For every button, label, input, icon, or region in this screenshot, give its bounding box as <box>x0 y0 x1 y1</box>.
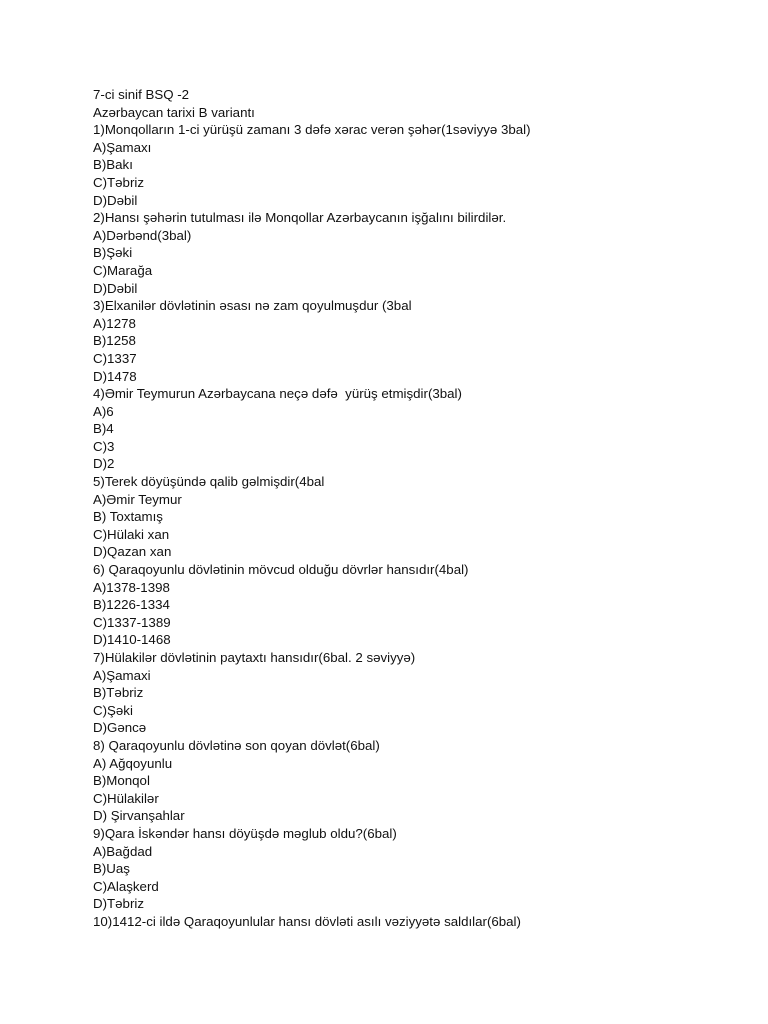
document-line: C)Təbriz <box>93 174 144 190</box>
document-line: 5)Terek döyüşündə qalib gəlmişdir(4bal <box>93 474 325 490</box>
document-line: B)Təbriz <box>93 685 144 701</box>
document-line: B)Uaş <box>93 861 130 877</box>
document-line: A)1278 <box>93 315 136 331</box>
document-line: A)Şamaxi <box>93 667 151 683</box>
document-line: C)Marağa <box>93 262 153 278</box>
document-line: B)Şəki <box>93 245 133 261</box>
document-line: 3)Elxanilər dövlətinin əsası nə zam qoyulmuşdur (3bal <box>93 298 412 314</box>
document-body <box>93 86 733 931</box>
document-line: B)Monqol <box>93 773 150 789</box>
document-line: C)3 <box>93 438 115 454</box>
document-line: 2)Hansı şəhərin tutulması ilə Monqollar Azərbaycanın işğalını bilirdilər. <box>93 210 507 226</box>
document-line: C)Hülaki xan <box>93 526 170 542</box>
document-line: A)Bağdad <box>93 843 153 859</box>
document-line: C)Alaşkerd <box>93 878 159 894</box>
document-line: A) Ağqoyunlu <box>93 755 173 771</box>
document-line: Azərbaycan tarixi B variantı <box>93 104 255 120</box>
document-line: A)Şamaxı <box>93 139 152 155</box>
document-line: D)Gəncə <box>93 720 147 736</box>
document-line: D)Dəbil <box>93 280 138 296</box>
document-line: D)2 <box>93 456 115 472</box>
document-line: D) Şirvanşahlar <box>93 808 185 824</box>
document-line: D)Qazan xan <box>93 544 172 560</box>
document-line: 10)1412-ci ildə Qaraqoyunlular hansı dövləti asılı vəziyyətə saldılar(6bal) <box>93 913 521 929</box>
document-line: 8) Qaraqoyunlu dövlətinə son qoyan dövlət(6bal) <box>93 737 380 753</box>
document-line: C)Şəki <box>93 702 133 718</box>
document-line: 7-ci sinif BSQ -2 <box>93 87 190 102</box>
document-line: C)1337-1389 <box>93 614 171 630</box>
document-line: D)1478 <box>93 368 137 384</box>
document-line: C)Hülakilər <box>93 790 159 806</box>
document-line: B)1258 <box>93 333 136 349</box>
document-line: 6) Qaraqoyunlu dövlətinin mövcud olduğu dövrlər hansıdır(4bal) <box>93 562 469 578</box>
document-line: 7)Hülakilər dövlətinin paytaxtı hansıdır(6bal. 2 səviyyə) <box>93 650 416 665</box>
document-line: 9)Qara İskəndər hansı döyüşdə məglub oldu?(6bal) <box>93 825 397 841</box>
document-line: B) Toxtamış <box>93 509 163 525</box>
document-line: 1)Monqolların 1-ci yürüşü zamanı 3 dəfə xərac verən şəhər(1səviyyə 3bal) <box>93 122 531 138</box>
document-line: A)Dərbənd(3bal) <box>93 227 192 243</box>
document-line: C)1337 <box>93 350 137 366</box>
document-line: A)6 <box>93 403 114 419</box>
document-line: D)Dəbil <box>93 192 138 208</box>
document-line: B)4 <box>93 421 114 437</box>
document-line: D)1410-1468 <box>93 632 171 648</box>
document-line: D)Təbriz <box>93 896 144 912</box>
document-line: B)1226-1334 <box>93 597 170 613</box>
document-line: A)Əmir Teymur <box>93 491 182 507</box>
document-line: B)Bakı <box>93 157 133 173</box>
document-line: A)1378-1398 <box>93 579 170 595</box>
document-line: 4)Əmir Teymurun Azərbaycana neçə dəfə yürüş etmişdir(3bal) <box>93 386 462 402</box>
